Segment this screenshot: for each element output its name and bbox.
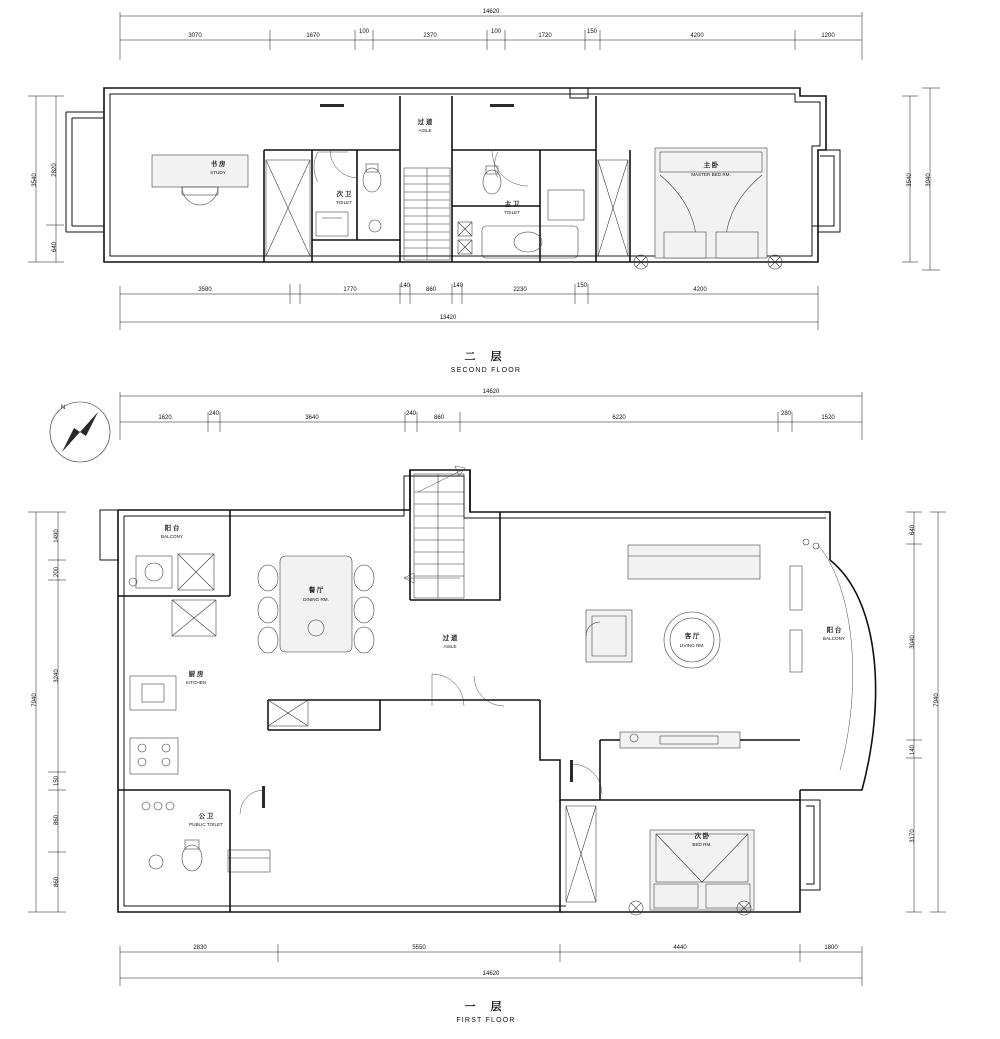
first-floor-right-dimensions	[906, 512, 946, 912]
room-label-en: AISLE	[418, 128, 432, 133]
dim-seg: 140	[452, 283, 464, 289]
dim-seg: 240	[208, 411, 220, 417]
floor-title-en: FIRST FLOOR	[456, 1017, 516, 1024]
dim-right: 640	[910, 524, 916, 536]
dim-seg: 140	[399, 283, 411, 289]
dim-total-top-2f: 14620	[482, 9, 500, 15]
second-floor-study-furniture	[152, 155, 248, 205]
dim-seg: 3640	[305, 415, 319, 421]
room-label-en: TOILET	[504, 210, 520, 215]
room-label-en: TOILET	[336, 200, 352, 205]
dim-right: 3940	[926, 173, 932, 187]
room-label-en: DINING RM.	[303, 597, 329, 602]
room-label-cn: 主 卧	[703, 162, 719, 169]
dim-left: 3540	[32, 173, 38, 187]
dim-seg: 100	[358, 29, 370, 35]
room-label-cn: 次 卧	[694, 833, 710, 840]
first-floor-balcony-right	[803, 539, 853, 770]
dim-seg: 1670	[306, 33, 320, 39]
second-floor-master-bedroom	[634, 148, 782, 269]
first-floor-plan	[28, 389, 946, 1024]
room-label-cn: 客 厅	[684, 633, 700, 640]
dim-left: 860	[54, 876, 60, 888]
dim-left: 860	[54, 814, 60, 826]
dim-seg: 1200	[821, 33, 835, 39]
room-label-en: BALCONY	[161, 534, 183, 539]
first-floor-title	[456, 999, 515, 1024]
room-label-cn: 次 卫	[336, 191, 352, 198]
room-label-cn: 书 房	[210, 161, 226, 168]
dim-right: 3540	[907, 173, 913, 187]
dim-left: 640	[52, 241, 58, 253]
dim-seg: 280	[780, 411, 792, 417]
dim-left: 7940	[32, 693, 38, 707]
dim-seg: 1800	[824, 945, 838, 951]
floor-title-cn: 一 层	[464, 1001, 508, 1013]
dim-seg: 2830	[193, 945, 207, 951]
dim-seg: 100	[490, 29, 502, 35]
first-floor-public-toilet	[149, 786, 270, 872]
dim-seg: 2230	[513, 287, 527, 293]
dim-seg: 1770	[343, 287, 357, 293]
dim-total-top-1f: 14620	[482, 389, 500, 395]
dim-total-bottom-2f: 13420	[439, 315, 457, 321]
dim-seg: 1620	[158, 415, 172, 421]
second-floor-right-dimensions	[902, 88, 940, 270]
first-floor-walls	[100, 470, 876, 912]
second-floor-left-dimensions	[28, 96, 64, 262]
compass-rose	[50, 402, 110, 462]
dim-seg: 860	[433, 415, 445, 421]
second-floor-master-toilet	[458, 166, 584, 258]
room-label-en: LIVING RM.	[679, 643, 705, 648]
first-floor-top-dimensions	[120, 389, 862, 440]
dim-left: 200	[54, 566, 60, 578]
first-floor-living-room	[586, 545, 802, 748]
room-label-en: PUBLIC TOILET	[189, 822, 223, 827]
room-label-en: KITCHEN	[185, 680, 207, 685]
dim-right: 140	[910, 744, 916, 756]
first-floor-stair	[404, 466, 465, 598]
room-label-cn: 公 卫	[198, 813, 214, 820]
dim-seg: 4440	[673, 945, 687, 951]
first-floor-dining	[258, 556, 374, 653]
second-floor-secondary-toilet	[316, 164, 381, 236]
dim-left: 2820	[52, 163, 58, 177]
room-label-en: AISLE	[443, 644, 457, 649]
dim-seg: 1520	[821, 415, 835, 421]
dim-seg: 150	[576, 283, 588, 289]
first-floor-left-dimensions	[28, 512, 66, 912]
room-label-cn: 阳 台	[826, 627, 842, 634]
first-floor-bedroom	[566, 760, 754, 915]
dim-seg: 4200	[690, 33, 704, 39]
floor-title-en: SECOND FLOOR	[450, 367, 522, 374]
room-label-cn: 餐 厅	[308, 587, 324, 594]
room-label-en: BALCONY	[823, 636, 845, 641]
second-floor-doors	[314, 104, 528, 186]
dim-seg: 1720	[538, 33, 552, 39]
dim-seg: 150	[586, 29, 598, 35]
first-floor-balcony-left	[129, 523, 214, 590]
room-label-cn: 厨 房	[188, 671, 204, 678]
second-floor-stair	[404, 168, 450, 260]
second-floor-title	[451, 349, 521, 374]
dim-seg: 3580	[198, 287, 212, 293]
dim-seg: 2370	[423, 33, 437, 39]
dim-seg: 860	[425, 287, 437, 293]
dim-seg: 4200	[693, 287, 707, 293]
first-floor-bottom-dimensions	[120, 944, 862, 986]
second-floor-aisle-label	[417, 117, 433, 133]
second-floor-plan	[28, 9, 940, 374]
room-label-en: MASTER BED RM.	[691, 172, 731, 177]
dim-seg: 6220	[612, 415, 626, 421]
first-floor-aisle	[432, 633, 504, 706]
dim-left: 1490	[54, 529, 60, 543]
room-label-en: BED RM.	[692, 842, 712, 847]
room-label-cn: 过 道	[442, 635, 458, 642]
second-floor-top-dimensions	[120, 9, 862, 60]
second-floor-bottom-dimensions	[120, 283, 818, 330]
dim-seg: 240	[405, 411, 417, 417]
compass-label: N	[60, 405, 66, 411]
dim-seg: 3070	[188, 33, 202, 39]
room-label-cn: 阳 台	[164, 525, 180, 532]
dim-left: 3240	[54, 669, 60, 683]
dim-left: 150	[54, 775, 60, 787]
dim-total-bottom-1f: 14620	[482, 971, 500, 977]
room-label-cn: 过 道	[417, 119, 433, 126]
dim-seg: 5550	[412, 945, 426, 951]
dim-right: 7940	[934, 693, 940, 707]
dim-right: 3170	[910, 829, 916, 843]
floor-title-cn: 二 层	[464, 351, 508, 363]
room-label-en: STUDY	[210, 170, 226, 175]
dim-right: 3040	[910, 635, 916, 649]
room-label-cn: 主 卫	[504, 201, 520, 208]
